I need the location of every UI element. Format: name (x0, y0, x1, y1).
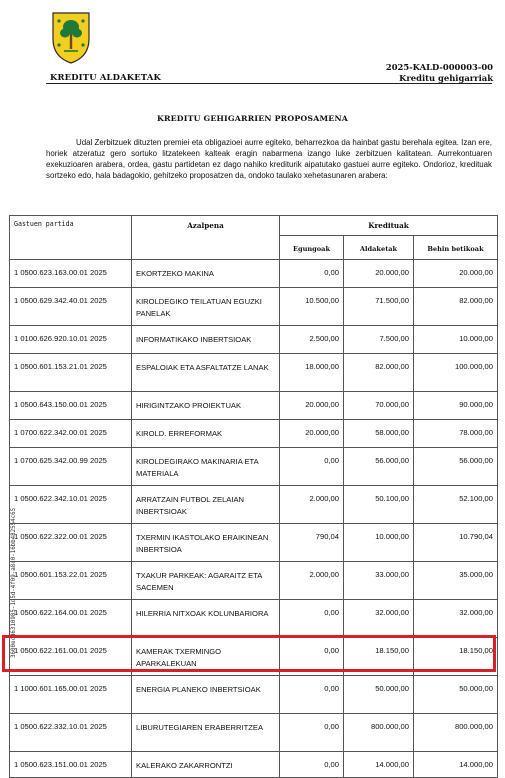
cell-egungoak: 2.000,00 (280, 486, 344, 524)
table-row-highlighted (10, 714, 498, 752)
header-aldaketak: Aldaketak (344, 236, 414, 260)
cell-behin-betikoak: 35.000,00 (414, 562, 498, 600)
cell-egungoak: 790,04 (280, 524, 344, 562)
cell-partida: 1 0700.625.342.00.99 2025 (10, 448, 132, 486)
cell-egungoak: 0,00 (280, 448, 344, 486)
cell-behin-betikoak: 82.000,00 (414, 288, 498, 326)
cell-azalpena: KIROLD. ERREFORMAK (132, 420, 280, 448)
cell-behin-betikoak: 32.000,00 (414, 600, 498, 638)
section-title: KREDITU ALDAKETAK (50, 72, 162, 82)
cell-egungoak: 0,00 (280, 600, 344, 638)
cell-partida: 1 0700.622.342.00.01 2025 (10, 420, 132, 448)
header-partida: Gastuen partida (10, 216, 132, 260)
cell-egungoak: 0,00 (280, 638, 344, 676)
table-row (10, 524, 498, 562)
cell-azalpena: ARRATZAIN FUTBOL ZELAIAN INBERTSIOAK (132, 486, 280, 524)
cell-azalpena: LIBURUTEGIAREN ERABERRITZEA (132, 714, 280, 752)
cell-aldaketak: 50.100,00 (344, 486, 414, 524)
cell-egungoak: 2.000,00 (280, 562, 344, 600)
cell-behin-betikoak: 20.000,00 (414, 260, 498, 288)
table-row (10, 448, 498, 486)
cell-behin-betikoak: 56.000,00 (414, 448, 498, 486)
cell-aldaketak: 20.000,00 (344, 260, 414, 288)
cell-behin-betikoak: 800.000,00 (414, 714, 498, 752)
document-reference (386, 62, 493, 84)
cell-aldaketak: 18.150,00 (344, 638, 414, 676)
table-row (10, 752, 498, 778)
cell-aldaketak: 14.000,00 (344, 752, 414, 778)
cell-aldaketak: 800.000,00 (344, 714, 414, 752)
cell-egungoak: 18.000,00 (280, 354, 344, 392)
cell-partida: 1 0100.626.920.10.01 2025 (10, 326, 132, 354)
cell-partida: 1 0500.622.342.10.01 2025 (10, 486, 132, 524)
header-egungoak: Egungoak (280, 236, 344, 260)
table-row (10, 562, 498, 600)
cell-partida: 1 0500.622.164.00.01 2025 (10, 600, 132, 638)
table-row (10, 260, 498, 288)
intro-paragraph (46, 137, 492, 181)
cell-azalpena: HIRIGINTZAKO PROIEKTUAK (132, 392, 280, 420)
cell-azalpena: EKORTZEKO MAKINA (132, 260, 280, 288)
cell-partida: 1 0500.622.332.10.01 2025 (10, 714, 132, 752)
intro-text: Udal Zerbitzuek dituzten premiei eta obligazioei aurre egiteko, beharrezkoa da hainbat gastu berehala egitea. Izan ere, horiek atzeratuz gero sortuko litzatekeen kalteak eragin nabarmena izango luke zerbitzuen kalitatean. Aurrekontuaren exekuzioaren arabera, ordea, gastu partidetan ez dago nahiko krediturik aipatutako gastuei aurre egiteko. Ondorioz, kredituak sortzeko edo, hala badagokio, gehitzeko proposatzen da, ondoko taulako xehetasunaren arabera: (46, 138, 492, 180)
cell-behin-betikoak: 10.790,04 (414, 524, 498, 562)
cell-egungoak: 0,00 (280, 714, 344, 752)
cell-aldaketak: 56.000,00 (344, 448, 414, 486)
cell-egungoak: 0,00 (280, 752, 344, 778)
table-row (10, 326, 498, 354)
document-type: Kreditu gehigarriak (399, 73, 493, 83)
cell-azalpena: KAMERAK TXERMINGO APARKALEKUAN (132, 638, 280, 676)
cell-aldaketak: 32.000,00 (344, 600, 414, 638)
table-row (10, 392, 498, 420)
cell-partida: 1 0500.643.150.00.01 2025 (10, 392, 132, 420)
cell-partida: 1 0500.601.153.21.01 2025 (10, 354, 132, 392)
cell-aldaketak: 70.000,00 (344, 392, 414, 420)
cell-partida: 1 0500.622.161.00.01 2025 (10, 638, 132, 676)
cell-partida: 1 0500.629.342.40.01 2025 (10, 288, 132, 326)
cell-azalpena: ESPALOIAK ETA ASFALTATZE LANAK (132, 354, 280, 392)
cell-behin-betikoak: 10.000,00 (414, 326, 498, 354)
cell-aldaketak: 10.000,00 (344, 524, 414, 562)
cell-azalpena: HILERRIA NITXOAK KOLUNBARIORA (132, 600, 280, 638)
header-divider (46, 83, 492, 84)
municipal-coat-of-arms-icon (50, 9, 92, 65)
cell-behin-betikoak: 90.000,00 (414, 392, 498, 420)
cell-azalpena: ENERGIA PLANEKO INBERTSIOAK (132, 676, 280, 714)
cell-azalpena: KIROLDEGIRAKO MAKINARIA ETA MATERIALA (132, 448, 280, 486)
cell-aldaketak: 7.500,00 (344, 326, 414, 354)
cell-partida: 1 0500.622.322.00.01 2025 (10, 524, 132, 562)
cell-behin-betikoak: 52.100,00 (414, 486, 498, 524)
cell-aldaketak: 82.000,00 (344, 354, 414, 392)
verification-code: 3600ecd6310985-1d5d-4f09-a8c0-16bb482554c65 (11, 507, 17, 658)
cell-azalpena: TXERMIN IKASTOLAKO ERAIKINEAN INBERTSIOA (132, 524, 280, 562)
highlight-box (2, 635, 496, 672)
cell-behin-betikoak: 18.150,00 (414, 638, 498, 676)
cell-partida: 1 0500.623.163.00.01 2025 (10, 260, 132, 288)
table-row (10, 600, 498, 638)
cell-behin-betikoak: 100.000,00 (414, 354, 498, 392)
credits-table (9, 215, 498, 778)
cell-egungoak: 2.500,00 (280, 326, 344, 354)
cell-egungoak: 20.000,00 (280, 392, 344, 420)
cell-egungoak: 0,00 (280, 676, 344, 714)
cell-azalpena: INFORMATIKAKO INBERTSIOAK (132, 326, 280, 354)
table-row (10, 354, 498, 392)
cell-behin-betikoak: 78.000,00 (414, 420, 498, 448)
header-azalpena: Azalpena (132, 216, 280, 260)
cell-aldaketak: 33.000,00 (344, 562, 414, 600)
cell-behin-betikoak: 50.000,00 (414, 676, 498, 714)
cell-egungoak: 20.000,00 (280, 420, 344, 448)
cell-azalpena: KALERAKO ZAKARRONTZI (132, 752, 280, 778)
document-title: KREDITU GEHIGARRIEN PROPOSAMENA (156, 114, 349, 123)
cell-partida: 1 1000.601.165.00.01 2025 (10, 676, 132, 714)
cell-behin-betikoak: 14.000,00 (414, 752, 498, 778)
table-row (10, 486, 498, 524)
cell-azalpena: TXAKUR PARKEAK: AGARAITZ ETA SACEMEN (132, 562, 280, 600)
cell-aldaketak: 58.000,00 (344, 420, 414, 448)
table-row (10, 420, 498, 448)
document-code: 2025-KALD-000003-00 (385, 62, 493, 72)
header-kredituak: Kredituak (280, 216, 498, 236)
table-row (10, 676, 498, 714)
table-row (10, 288, 498, 326)
cell-egungoak: 0,00 (280, 260, 344, 288)
cell-egungoak: 10.500,00 (280, 288, 344, 326)
cell-azalpena: KIROLDEGIKO TEILATUAN EGUZKI PANELAK (132, 288, 280, 326)
cell-aldaketak: 50.000,00 (344, 676, 414, 714)
cell-aldaketak: 71.500,00 (344, 288, 414, 326)
cell-partida: 1 0500.601.153.22.01 2025 (10, 562, 132, 600)
header-behin-betikoak: Behin betikoak (414, 236, 498, 260)
cell-partida: 1 0500.623.151.00.01 2025 (10, 752, 132, 778)
